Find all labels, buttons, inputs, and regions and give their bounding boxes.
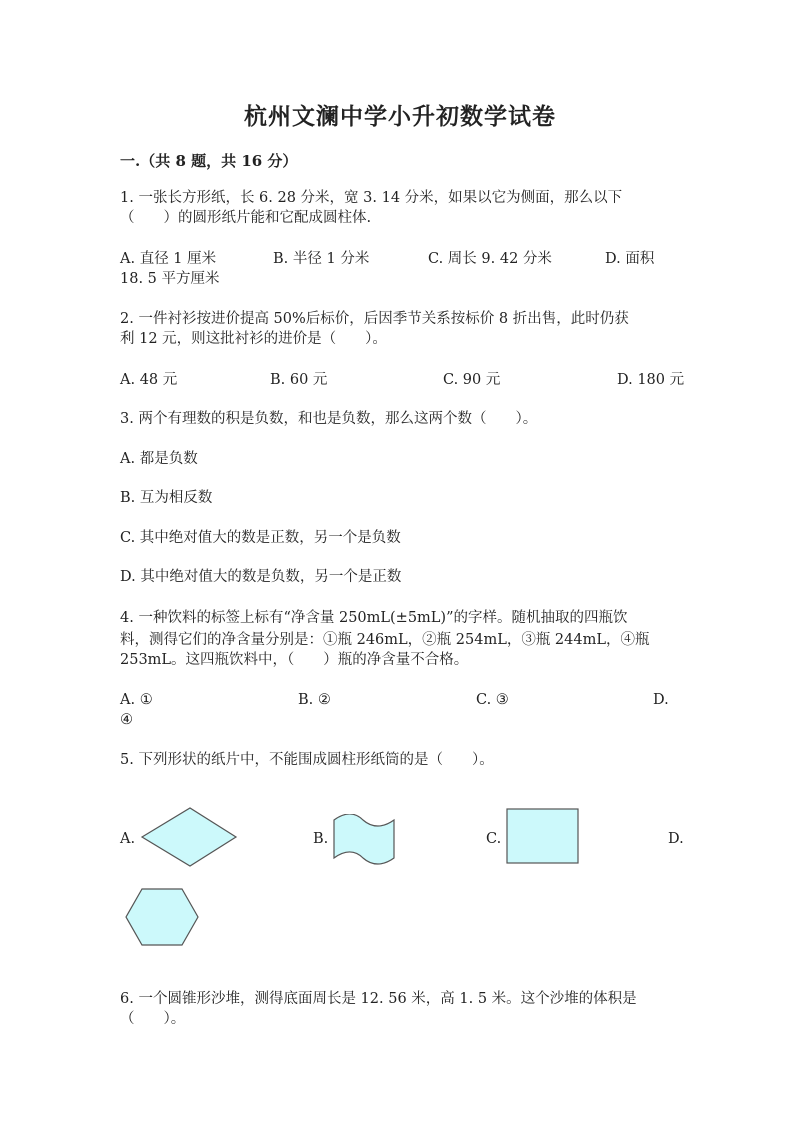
q6-text-line1: 6. 一个圆锥形沙堆，测得底面周长是 12. 56 米，高 1. 5 米。这个沙堆的体积是 — [120, 991, 637, 1007]
q5-option-c-rectangle[interactable] — [506, 808, 580, 864]
q4-option-d-cont: ④ — [120, 712, 133, 728]
q4-text-line2: 料，测得它们的净含量分别是：①瓶 246mL，②瓶 254mL，③瓶 244mL，④瓶 — [120, 632, 650, 648]
q2-option-a[interactable]: A. 48 元 — [120, 372, 178, 388]
q1-option-b[interactable]: B. 半径 1 分米 — [273, 251, 370, 267]
q5-option-d-hexagon[interactable] — [124, 887, 200, 947]
q1-option-a[interactable]: A. 直径 1 厘米 — [120, 251, 217, 267]
q2-text-line2: 利 12 元，则这批衬衫的进价是（ ）。 — [120, 331, 387, 347]
q3-option-c[interactable]: C. 其中绝对值大的数是正数，另一个是负数 — [120, 530, 401, 546]
q2-option-c[interactable]: C. 90 元 — [443, 372, 501, 388]
section-heading: 一.（共 8 题，共 16 分） — [120, 152, 298, 170]
q4-option-a[interactable]: A. ① — [120, 692, 153, 708]
q5-option-b-wavy-sheet[interactable] — [331, 814, 397, 866]
q2-text-line1: 2. 一件衬衫按进价提高 50%后标价，后因季节关系按标价 8 折出售，此时仍获 — [120, 311, 629, 327]
q5-option-b-label[interactable]: B. — [313, 831, 329, 847]
q3-option-b[interactable]: B. 互为相反数 — [120, 490, 213, 506]
q4-option-b[interactable]: B. ② — [298, 692, 331, 708]
q2-option-d[interactable]: D. 180 元 — [617, 372, 685, 388]
q4-option-c[interactable]: C. ③ — [476, 692, 509, 708]
q1-option-d-cont: 18. 5 平方厘米 — [120, 271, 220, 287]
q4-option-d[interactable]: D. — [653, 692, 669, 708]
q1-option-c[interactable]: C. 周长 9. 42 分米 — [428, 251, 552, 267]
q5-option-c-label[interactable]: C. — [486, 831, 502, 847]
q1-option-d[interactable]: D. 面积 — [605, 251, 655, 267]
q6-text-line2: （ ）。 — [120, 1011, 186, 1027]
exam-title: 杭州文澜中学小升初数学试卷 — [244, 103, 556, 130]
q5-option-a-rhombus[interactable] — [140, 806, 240, 868]
q1-text-line1: 1. 一张长方形纸，长 6. 28 分米，宽 3. 14 分米，如果以它为侧面，那么以下 — [120, 190, 623, 206]
q1-text-line2: （ ）的圆形纸片能和它配成圆柱体. — [120, 210, 372, 226]
q5-option-a-label[interactable]: A. — [120, 831, 136, 847]
q5-text-line1: 5. 下列形状的纸片中，不能围成圆柱形纸筒的是（ ）。 — [120, 752, 494, 768]
q4-text-line1: 4. 一种饮料的标签上标有“净含量 250mL(±5mL)”的字样。随机抽取的四瓶饮 — [120, 610, 628, 626]
q3-text-line1: 3. 两个有理数的积是负数，和也是负数，那么这两个数（ ）。 — [120, 411, 538, 427]
q4-text-line3: 253mL。这四瓶饮料中，（ ）瓶的净含量不合格。 — [120, 652, 469, 668]
q3-option-d[interactable]: D. 其中绝对值大的数是负数，另一个是正数 — [120, 569, 402, 585]
q2-option-b[interactable]: B. 60 元 — [270, 372, 328, 388]
q3-option-a[interactable]: A. 都是负数 — [120, 451, 198, 467]
q5-option-d-label[interactable]: D. — [668, 831, 684, 847]
